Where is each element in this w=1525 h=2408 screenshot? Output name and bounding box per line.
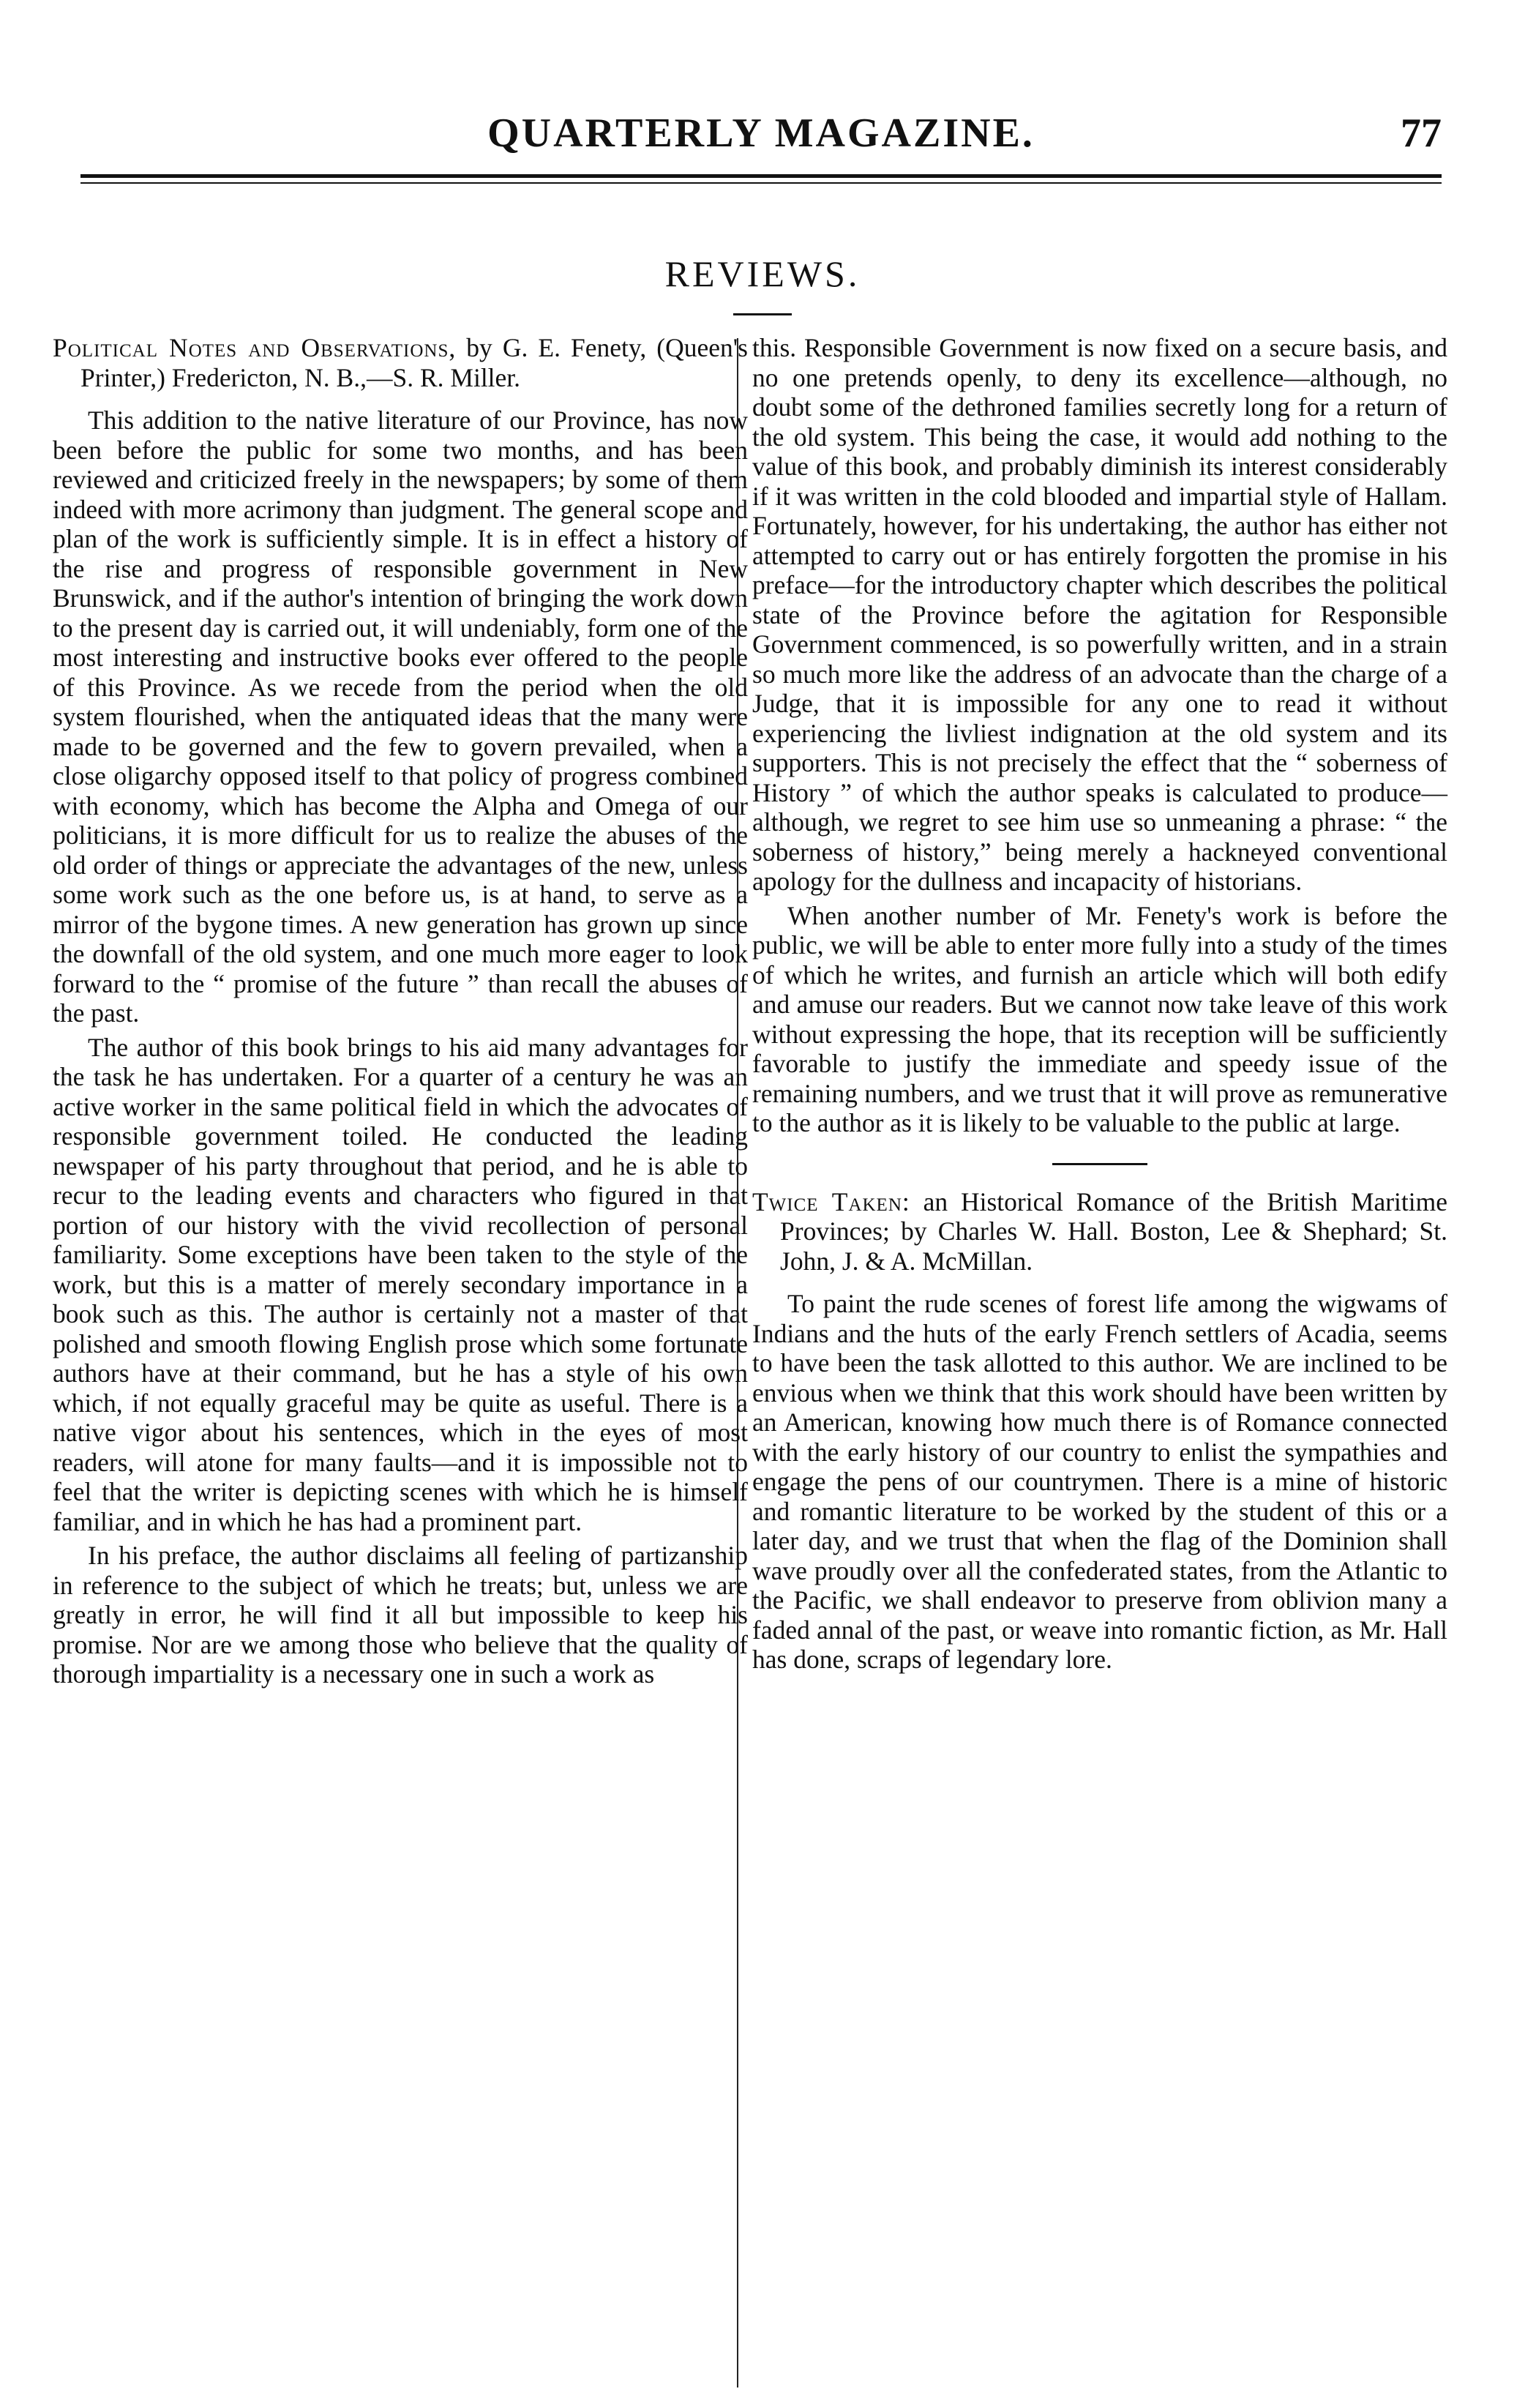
running-head: [80, 110, 1442, 168]
review-1-citation-details: by G. E. Fenety, (Queen's Printer,) Fredericton, N. B.,—S. R. Miller.: [80, 333, 748, 392]
running-title: QUARTERLY MAGAZINE.: [487, 111, 1035, 156]
left-column: [53, 333, 748, 1694]
header-rule-thin: [80, 182, 1442, 184]
review-2-citation-details: an Historical Romance of the British Maritime Provinces; by Charles W. Hall. Boston, Lee & Shephard; St. John, J. & A. McMillan.: [780, 1186, 1447, 1276]
review-2-paragraph-1: To paint the rude scenes of forest life among the wigwams of Indians and the huts of the early French settlers of Acadia, seems to have been the task allotted to this author. We are inclined to be envious when we think that this work should have been written by an American, knowing how much there is of Romance connected with the early history of our country to enlist the sympathies and engage the pens of our countrymen. There is a mine of historic and romantic literature to be worked by the student of this or a later day, and we trust that when the flag of the Dominion shall wave proudly over all the confederated states, from the Atlantic to the Pacific, we shall endeavor to preserve from oblivion many a faded annal of the past, or weave into romantic fiction, as Mr. Hall has done, scraps of legendary lore.: [752, 1289, 1447, 1674]
section-title-rule: [733, 313, 792, 315]
review-1-paragraph-4: When another number of Mr. Fenety's work is before the public, we will be able to enter more fully into a study of the times of which he writes, and furnish an article which will both edify and amuse our readers. But we cannot now take leave of this work without expressing the hope, that its reception will be sufficiently favorable to justify the immediate and speedy issue of the remaining numbers, and we trust that it will prove as remunerative to the author as it is likely to be valuable to the public at large.: [752, 900, 1447, 1137]
review-1-paragraph-2: The author of this book brings to his aid many advantages for the task he has undertaken. For a quarter of a century he was an active worker in the same political field in which the advocates of responsible government toiled. He conducted the leading newspaper of his party throughout that period, and he is able to recur to the leading events and characters who figured in that portion of our history with the vivid recollection of personal familiarity. Some exceptions have been taken to the style of the work, but this is a matter of merely secondary importance in a book such as this. The author is certainly not a master of that polished and smooth flowing English prose which some fortunate authors have at their command, but he has a style of his own which, if not equally graceful may be quite as useful. There is a native vigor about his sentences, which in the eyes of most readers, will atone for many faults—and it is impossible not to feel that the writer is depicting scenes with which he is himself familiar, and in which he has had a prominent part.: [53, 1032, 748, 1536]
review-separator-rule: [1052, 1163, 1147, 1165]
page-number: 77: [1401, 111, 1442, 156]
review-2-citation: [752, 1187, 1447, 1276]
right-column: [752, 333, 1447, 1679]
header-rule-thick: [80, 174, 1442, 178]
review-1-citation-title: Political Notes and Observations,: [53, 333, 457, 362]
review-1-paragraph-3-continued: this. Responsible Government is now fixed on a secure basis, and no one pretends openly, to deny its excellence—although, no doubt some of the dethroned families secretly long for a return of the old system. This being the case, it would add nothing to the value of this book, and probably diminish its interest considerably if it was written in the cold blooded and impartial style of Hallam. Fortunately, however, for his undertaking, the author has either not attempted to carry out or has entirely forgotten the promise in his preface—for the introductory chapter which describes the political state of the Province before the agitation for Responsible Government commenced, is so powerfully written, and in a strain so much more like the address of an advocate than the charge of a Judge, that it is impossible for any one to read it without experiencing the livliest indignation at the old system and its supporters. This is not precisely the effect that the “ soberness of History ” of which the author speaks is calculated to produce—although, we regret to see him use so unmeaning a phrase: “ the soberness of history,” being merely a hackneyed conventional apology for the dullness and incapacity of historians.: [752, 333, 1447, 896]
section-title: REVIEWS.: [664, 253, 861, 294]
review-1-citation: [53, 333, 748, 392]
review-1-paragraph-3: In his preface, the author disclaims all feeling of partizanship in reference to the subject of which he treats; but, unless we are greatly in error, he will find it all but impossible to keep his promise. Nor are we among those who believe that the quality of thorough impartiality is a necessary one in such a work as: [53, 1541, 748, 1689]
review-2-citation-title: Twice Taken:: [752, 1186, 910, 1216]
review-1-paragraph-1: This addition to the native literature of our Province, has now been before the public for some two months, and has been reviewed and criticized freely in the newspapers; by some of them indeed with more acrimony than judgment. The general scope and plan of the work is sufficiently simple. It is in effect a history of the rise and progress of responsible government in New Brunswick, and if the author's intention of bringing the work down to the present day is carried out, it will undeniably, form one of the most interesting and instructive books ever offered to the people of this Province. As we recede from the period when the old system flourished, when the antiquated ideas that the many were made to be governed and the few to govern prevailed, when a close oligarchy opposed itself to that policy of progress combined with economy, which has become the Alpha and Omega of our politicians, it is more difficult for us to realize the abuses of the old order of things or appreciate the advantages of the new, unless some work such as the one before us, is at hand, to serve as a mirror of the bygone times. A new generation has grown up since the downfall of the old system, and one much more eager to look forward to the “ promise of the future ” than recall the abuses of the past.: [53, 405, 748, 1028]
